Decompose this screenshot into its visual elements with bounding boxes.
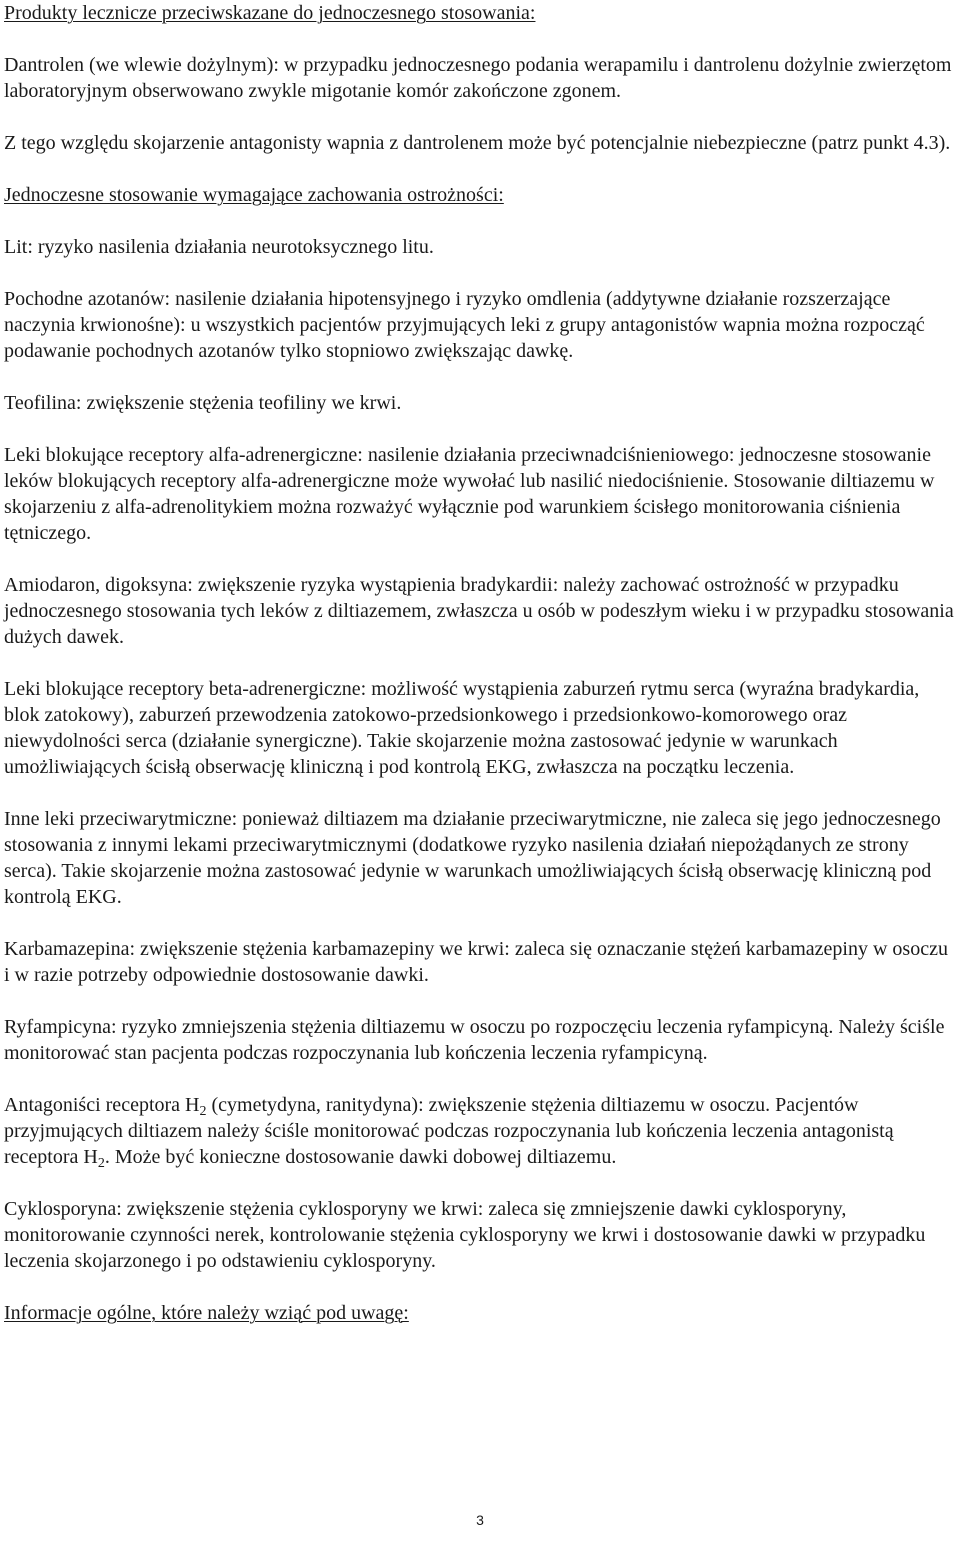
paragraph-amiodaron: Amiodaron, digoksyna: zwiększenie ryzyka wystąpienia bradykardii: należy zachować ostrożność w przypadku jednoczesnego stosowania tych leków z diltiazemem, zwłaszcza u osób w podeszłym wieku i w przypadku stosowania dużych dawek.	[4, 574, 954, 648]
paragraph-ryfampicyna: Ryfampicyna: ryzyko zmniejszenia stężenia diltiazemu w osoczu po rozpoczęciu leczenia ryfampicyną. Należy ściśle monitorować stan pacjenta podczas rozpoczynania lub kończenia leczenia ryfampicyną.	[4, 1016, 945, 1064]
heading-general-info: Informacje ogólne, które należy wziąć pod uwagę:	[4, 1302, 409, 1324]
paragraph-dantrolen: Dantrolen (we wlewie dożylnym): w przypadku jednoczesnego podania werapamilu i dantrolenu dożylnie zwierzętom laboratoryjnym obserwowano zwykle migotanie komór zakończone zgonem.	[4, 54, 952, 102]
paragraph-alfa-blockers: Leki blokujące receptory alfa-adrenergiczne: nasilenie działania przeciwnadciśnieniowego: jednoczesne stosowanie leków blokujących receptory alfa-adrenergiczne może wywołać lub nasilić niedociśnienie. Stosowanie diltiazemu w skojarzeniu z alfa-adrenolitykiem można rozważyć wyłącznie pod warunkiem ścisłego monitorowania ciśnienia tętniczego.	[4, 444, 935, 544]
h2-subscript-1: 2	[199, 1104, 207, 1119]
paragraph-azotany: Pochodne azotanów: nasilenie działania hipotensyjnego i ryzyko omdlenia (addytywne działanie rozszerzające naczynia krwionośne): u wszystkich pacjentów przyjmujących leki z grupy antagonistów wapnia można rozpocząć podawanie pochodnych azotanów tylko stopniowo zwiększając dawkę.	[4, 288, 925, 362]
paragraph-karbamazepina: Karbamazepina: zwiększenie stężenia karbamazepiny we krwi: zaleca się oznaczanie stężeń karbamazepiny w osoczu i w razie potrzeby odpowiednie dostosowanie dawki.	[4, 938, 948, 986]
h2-subscript-2: 2	[97, 1156, 105, 1171]
paragraph-beta-blockers: Leki blokujące receptory beta-adrenergiczne: możliwość wystąpienia zaburzeń rytmu serca (wyraźna bradykardia, blok zatokowy), zaburzeń przewodzenia zatokowo-przedsionkowego i przedsionkowo-komorowego oraz niewydolności serca (działanie synergiczne). Takie skojarzenie można zastosować jedynie w warunkach umożliwiających ścisłą obserwację kliniczną i pod kontrolą EKG, zwłaszcza na początku leczenia.	[4, 678, 920, 778]
paragraph-antiarrhythmics: Inne leki przeciwarytmiczne: ponieważ diltiazem ma działanie przeciwarytmiczne, nie zaleca się jego jednoczesnego stosowania z innymi lekami przeciwarytmicznymi (dodatkowe ryzyko nasilenia działań niepożądanych ze strony serca). Takie skojarzenie można zastosować jedynie w warunkach umożliwiających ścisłą obserwację kliniczną pod kontrolą EKG.	[4, 808, 941, 908]
paragraph-cyklosporyna: Cyklosporyna: zwiększenie stężenia cyklosporyny we krwi: zaleca się zmniejszenie dawki cyklosporyny, monitorowanie czynności nerek, kontrolowanie stężenia cyklosporyny we krwi i dostosowanie dawki w przypadku leczenia skojarzonego i po odstawieniu cyklosporyny.	[4, 1198, 926, 1272]
h2-text-part2: (cymetydyna, ranitydyna): zwiększenie stężenia diltiazemu w osoczu. Pacjentów przyjmujących diltiazem należy ściśle monitorować podczas rozpoczynania lub kończenia leczenia antagonistą receptora H	[4, 1094, 894, 1168]
heading-contraindicated: Produkty lecznicze przeciwskazane do jednoczesnego stosowania:	[4, 2, 536, 24]
heading-caution: Jednoczesne stosowanie wymagające zachowania ostrożności:	[4, 184, 504, 206]
document-page	[4, 0, 958, 1326]
paragraph-lit: Lit: ryzyko nasilenia działania neurotoksycznego litu.	[4, 236, 434, 258]
h2-text-part1: Antagoniści receptora H	[4, 1094, 200, 1116]
page-number: 3	[476, 1512, 484, 1528]
paragraph-teofilina: Teofilina: zwiększenie stężenia teofiliny we krwi.	[4, 392, 402, 414]
paragraph-dantrolen-risk: Z tego względu skojarzenie antagonisty wapnia z dantrolenem może być potencjalnie niebezpieczne (patrz punkt 4.3).	[4, 132, 951, 154]
h2-text-part3: . Może być konieczne dostosowanie dawki dobowej diltiazemu.	[104, 1146, 617, 1168]
paragraph-h2-antagonists	[4, 1092, 958, 1170]
